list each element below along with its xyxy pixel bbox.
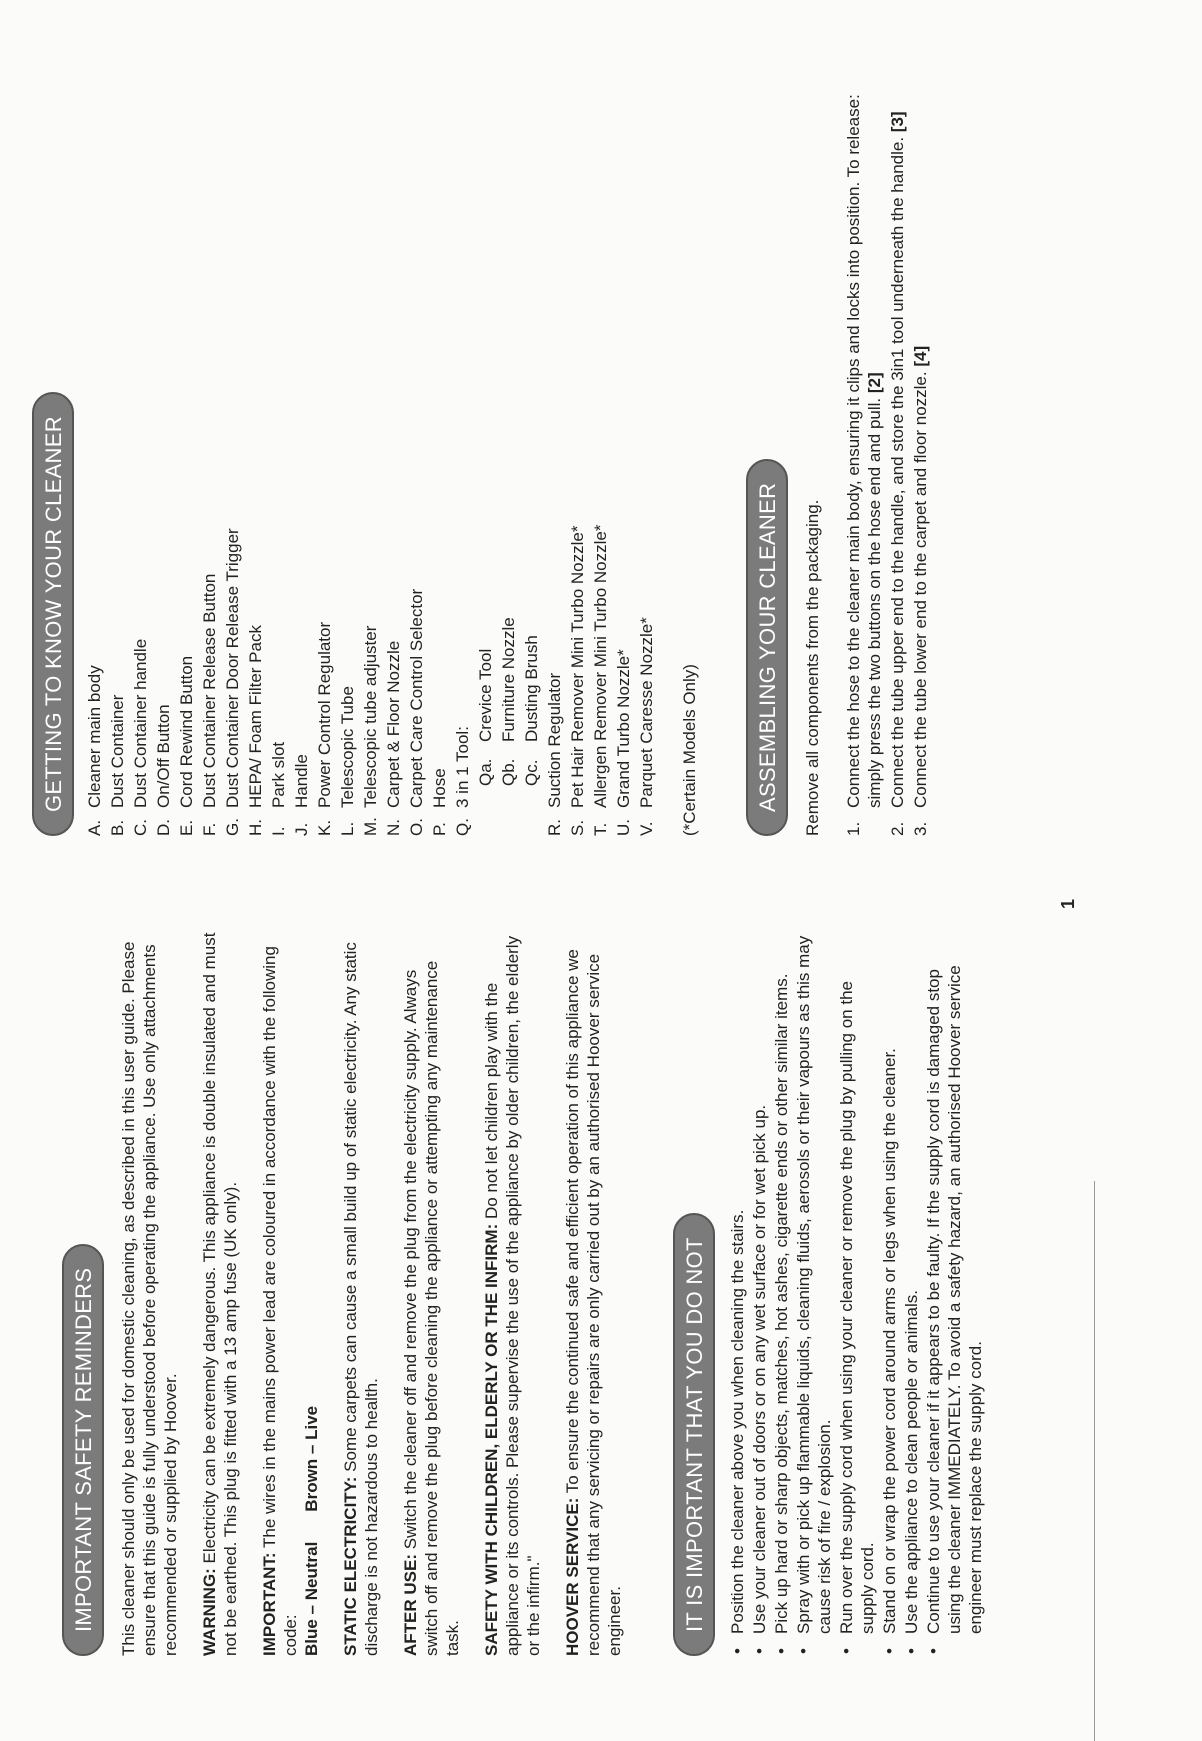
list-item: Qc. Dusting Brush bbox=[522, 635, 541, 786]
list-item: D. On/Off Button bbox=[154, 704, 173, 836]
list-item: Qb. Furniture Nozzle bbox=[499, 617, 518, 786]
wire-colour-code: Blue – NeutralBrown – Live bbox=[302, 1405, 321, 1656]
page-marker: 1 bbox=[1058, 898, 1078, 909]
safety-intro: This cleaner should only be used for domestic cleaning, as described in this user guide. Please ensure that this guide is fully understood before operating the appliance. Use only attachments recommended or supplied by Hoover. bbox=[119, 941, 180, 1656]
list-item: E. Cord Rewind Button bbox=[177, 655, 196, 836]
list-item: Q. 3 in 1 Tool: bbox=[453, 726, 472, 836]
list-item: • Stand on or wrap the power cord around arms or legs when using the cleaner. bbox=[879, 931, 900, 1656]
list-item: J. Handle bbox=[292, 754, 311, 836]
list-item: V. Parquet Caresse Nozzle* bbox=[637, 617, 656, 836]
children-paragraph: SAFETY WITH CHILDREN, ELDERLY OR THE INFIRM: Do not let children play with the appliance or its controls. Please supervise the use of the appliance by older children, the elderly or the infirm." bbox=[482, 935, 543, 1656]
donot-heading: IT IS IMPORTANT THAT YOU DO NOT bbox=[673, 1213, 715, 1656]
list-item: T. Allergen Remover Mini Turbo Nozzle* bbox=[591, 524, 610, 836]
list-item: • Use the appliance to clean people or animals. bbox=[901, 931, 922, 1656]
list-item: 2. Connect the tube upper end to the handle, and store the 3in1 tool underneath the handle. [3] bbox=[888, 111, 907, 836]
list-item: • Use your cleaner out of doors or on any wet surface or for wet pick up. bbox=[749, 931, 770, 1656]
static-paragraph: STATIC ELECTRICITY: Some carpets can cause a small build up of static electricity. Any static discharge is not hazardous to health. bbox=[341, 942, 381, 1656]
list-item: M. Telescopic tube adjuster bbox=[361, 625, 380, 836]
list-item: 3. Connect the tube lower end to the carpet and floor nozzle. [4] bbox=[911, 345, 930, 836]
list-item: C. Dust Container handle bbox=[131, 638, 150, 836]
service-paragraph: HOOVER SERVICE: To ensure the continued safe and efficient operation of this appliance we recommend that any servicing or repairs are only carried out by an authorised Hoover service engineer. bbox=[563, 949, 624, 1656]
list-item: U. Grand Turbo Nozzle* bbox=[614, 649, 633, 836]
list-item: • Pick up hard or sharp objects, matches, hot ashes, cigarette ends or other similar items. bbox=[771, 931, 792, 1656]
assembling-heading: ASSEMBLING YOUR CLEANER bbox=[746, 459, 788, 836]
list-item: N. Carpet & Floor Nozzle bbox=[384, 640, 403, 836]
list-item: I. Park slot bbox=[269, 741, 288, 836]
afteruse-paragraph: AFTER USE: Switch the cleaner off and remove the plug from the electricity supply. Always switch off and remove the plug before cleaning the appliance or attempting any maintenance task. bbox=[401, 960, 462, 1656]
list-item: S. Pet Hair Remover Mini Turbo Nozzle* bbox=[568, 525, 587, 836]
assembly-steps bbox=[843, 46, 931, 836]
list-item: P. Hose bbox=[430, 768, 449, 836]
list-item: • Spray with or pick up flammable liquids, cleaning fluids, aerosols or their vapours as this may cause risk of fire / explosion. bbox=[793, 931, 835, 1656]
scan-line bbox=[1094, 1181, 1095, 1741]
list-item: F. Dust Container Release Button bbox=[200, 573, 219, 836]
important-paragraph: IMPORTANT: The wires in the mains power lead are coloured in accordance with the following code: bbox=[260, 946, 300, 1656]
list-item: Qa. Crevice Tool bbox=[476, 648, 495, 786]
footnote: (*Certain Models Only) bbox=[680, 664, 699, 836]
warning-paragraph: WARNING: Electricity can be extremely dangerous. This appliance is double insulated and must not be earthed. This plug is fitted with a 13 amp fuse (UK only). bbox=[200, 932, 240, 1656]
donot-list bbox=[727, 931, 986, 1656]
list-item: 1. Connect the hose to the cleaner main body, ensuring it clips and locks into position. To release: simply press the two buttons on the hose end and pull. [2] bbox=[844, 94, 884, 836]
list-item: A. Cleaner main body bbox=[85, 665, 104, 836]
list-item: B. Dust Container bbox=[108, 694, 127, 836]
list-item: K. Power Control Regulator bbox=[315, 621, 334, 836]
list-item: O. Carpet Care Control Selector bbox=[407, 588, 426, 836]
safety-heading: IMPORTANT SAFETY REMINDERS bbox=[62, 1244, 104, 1656]
list-item: • Continue to use your cleaner if it appears to be faulty. If the supply cord is damaged stop using the cleaner IMMEDIATELY. To avoid a safety hazard, an authorised Hoover service engineer must replace the supply cord. bbox=[923, 931, 986, 1656]
list-item: • Run over the supply cord when using your cleaner or remove the plug by pulling on the supply cord. bbox=[836, 931, 878, 1656]
right-column bbox=[32, 46, 933, 836]
list-item: H. HEPA/ Foam Filter Pack bbox=[246, 625, 265, 836]
list-item: • Position the cleaner above you when cleaning the stairs. bbox=[727, 931, 748, 1656]
parts-list-continued bbox=[544, 46, 657, 836]
parts-list bbox=[84, 46, 473, 836]
assembling-intro: Remove all components from the packaging. bbox=[803, 499, 822, 836]
list-item: L. Telescopic Tube bbox=[338, 686, 357, 836]
left-column bbox=[62, 931, 987, 1656]
list-item: G. Dust Container Door Release Trigger bbox=[223, 528, 242, 836]
list-item: R. Suction Regulator bbox=[545, 672, 564, 836]
know-heading: GETTING TO KNOW YOUR CLEANER bbox=[32, 392, 74, 836]
